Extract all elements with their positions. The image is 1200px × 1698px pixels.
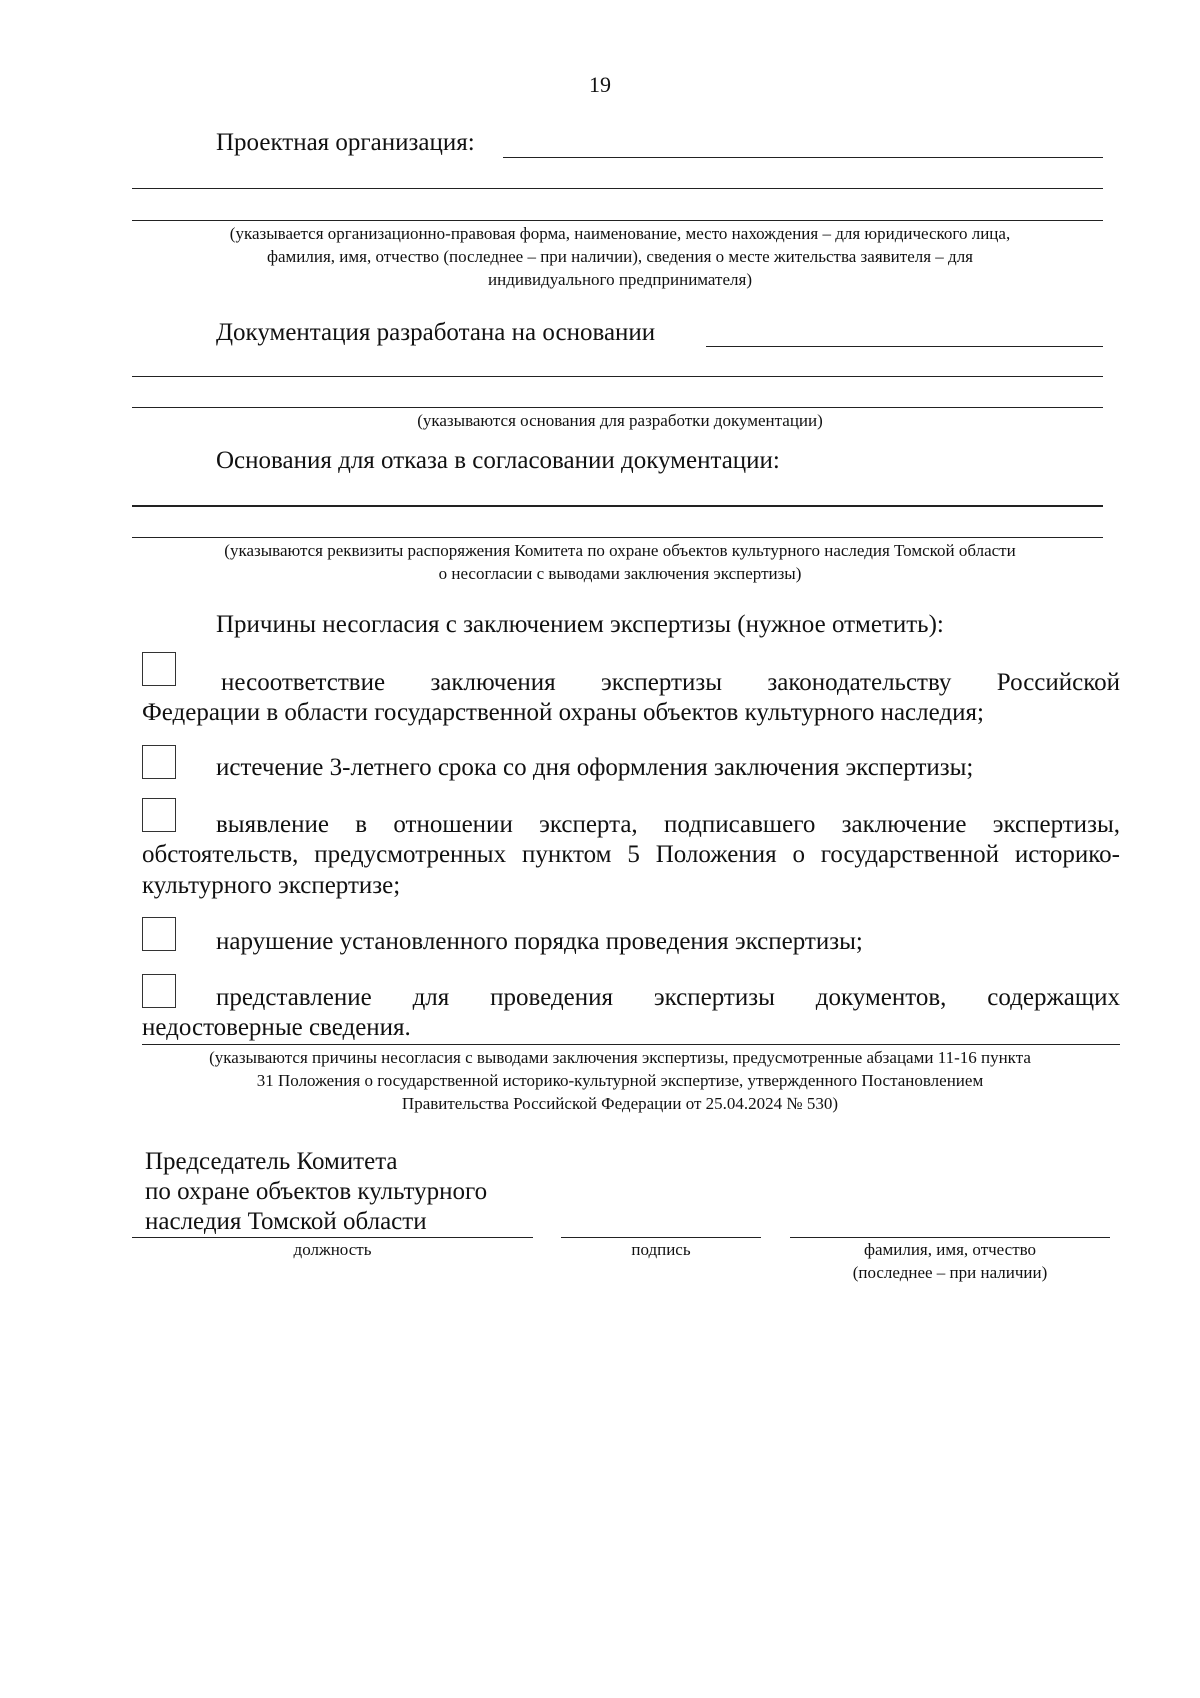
reason-5-checkbox[interactable] [142,974,176,1008]
project-org-label: Проектная организация: [216,129,475,156]
reasons-title: Причины несогласия с заключением экспертизы (нужное отметить): [216,611,944,638]
signatory-position-1: Председатель Комитета [145,1148,398,1175]
reasons-underline [142,1044,1120,1045]
signatory-position-2: по охране объектов культурного [145,1178,488,1205]
signature-caption: подпись [631,1240,691,1259]
reason-1-rest: Федерации в области государственной охраны объектов культурного наследия; [142,699,984,726]
reason-5-rest: недостоверные сведения. [142,1014,411,1041]
basis-label: Документация разработана на основании [216,319,656,346]
project-org-line-2[interactable] [132,188,1103,189]
position-caption: должность [293,1240,372,1259]
reason-2-checkbox[interactable] [142,745,176,779]
signature-line[interactable] [561,1237,761,1238]
reason-1-checkbox[interactable] [142,652,176,686]
project-org-hint-2: фамилия, имя, отчество (последнее – при наличии), сведения о месте жительства заявителя – для [266,247,973,266]
reason-4-checkbox[interactable] [142,917,176,951]
reason-4-line-1: нарушение установленного порядка проведения экспертизы; [216,928,863,955]
reason-1-line-1: несоответствие заключения экспертизы законодательству Российской [221,669,1120,696]
project-org-line-3[interactable] [132,220,1103,221]
reason-2-line-1: истечение 3-летнего срока со дня оформления заключения экспертизы; [216,754,974,781]
basis-input-line[interactable] [706,346,1103,347]
basis-hint: (указываются основания для разработки документации) [417,411,823,430]
basis-line-3[interactable] [132,407,1103,408]
name-line[interactable] [790,1237,1110,1238]
project-org-hint-3: индивидуального предпринимателя) [488,270,752,289]
basis-line-2[interactable] [132,376,1103,377]
refusal-input-line[interactable] [132,505,1103,507]
reasons-hint-2: 31 Положения о государственной историко-культурной экспертизе, утвержденного Постановлением [256,1071,984,1090]
project-org-input-line[interactable] [503,157,1103,158]
refusal-line-2[interactable] [132,537,1103,538]
signatory-position-3: наследия Томской области [145,1208,427,1235]
reasons-hint-3: Правительства Российской Федерации от 25.04.2024 № 530) [401,1094,839,1113]
refusal-hint-2: о несогласии с выводами заключения экспертизы) [438,564,802,583]
refusal-label: Основания для отказа в согласовании документации: [216,447,780,474]
reason-3-line-1: выявление в отношении эксперта, подписавшего заключение экспертизы, [216,811,1120,838]
project-org-hint-1: (указывается организационно-правовая форма, наименование, место нахождения – для юридического лица, [229,224,1011,243]
reason-3-checkbox[interactable] [142,798,176,832]
reason-3-rest: обстоятельств, предусмотренных пунктом 5 Положения о государственной историко-культурного экспертизе; [142,841,1120,899]
refusal-hint-1: (указываются реквизиты распоряжения Комитета по охране объектов культурного наследия Томской области [224,541,1016,560]
position-line [132,1237,533,1238]
page-number: 19 [589,72,611,97]
name-caption-2: (последнее – при наличии) [852,1263,1048,1282]
name-caption-1: фамилия, имя, отчество [863,1240,1037,1259]
reason-5-line-1: представление для проведения экспертизы документов, содержащих [216,984,1120,1011]
reasons-hint-1: (указываются причины несогласия с выводами заключения экспертизы, предусмотренные абзацами 11-16 пункта [209,1048,1031,1067]
